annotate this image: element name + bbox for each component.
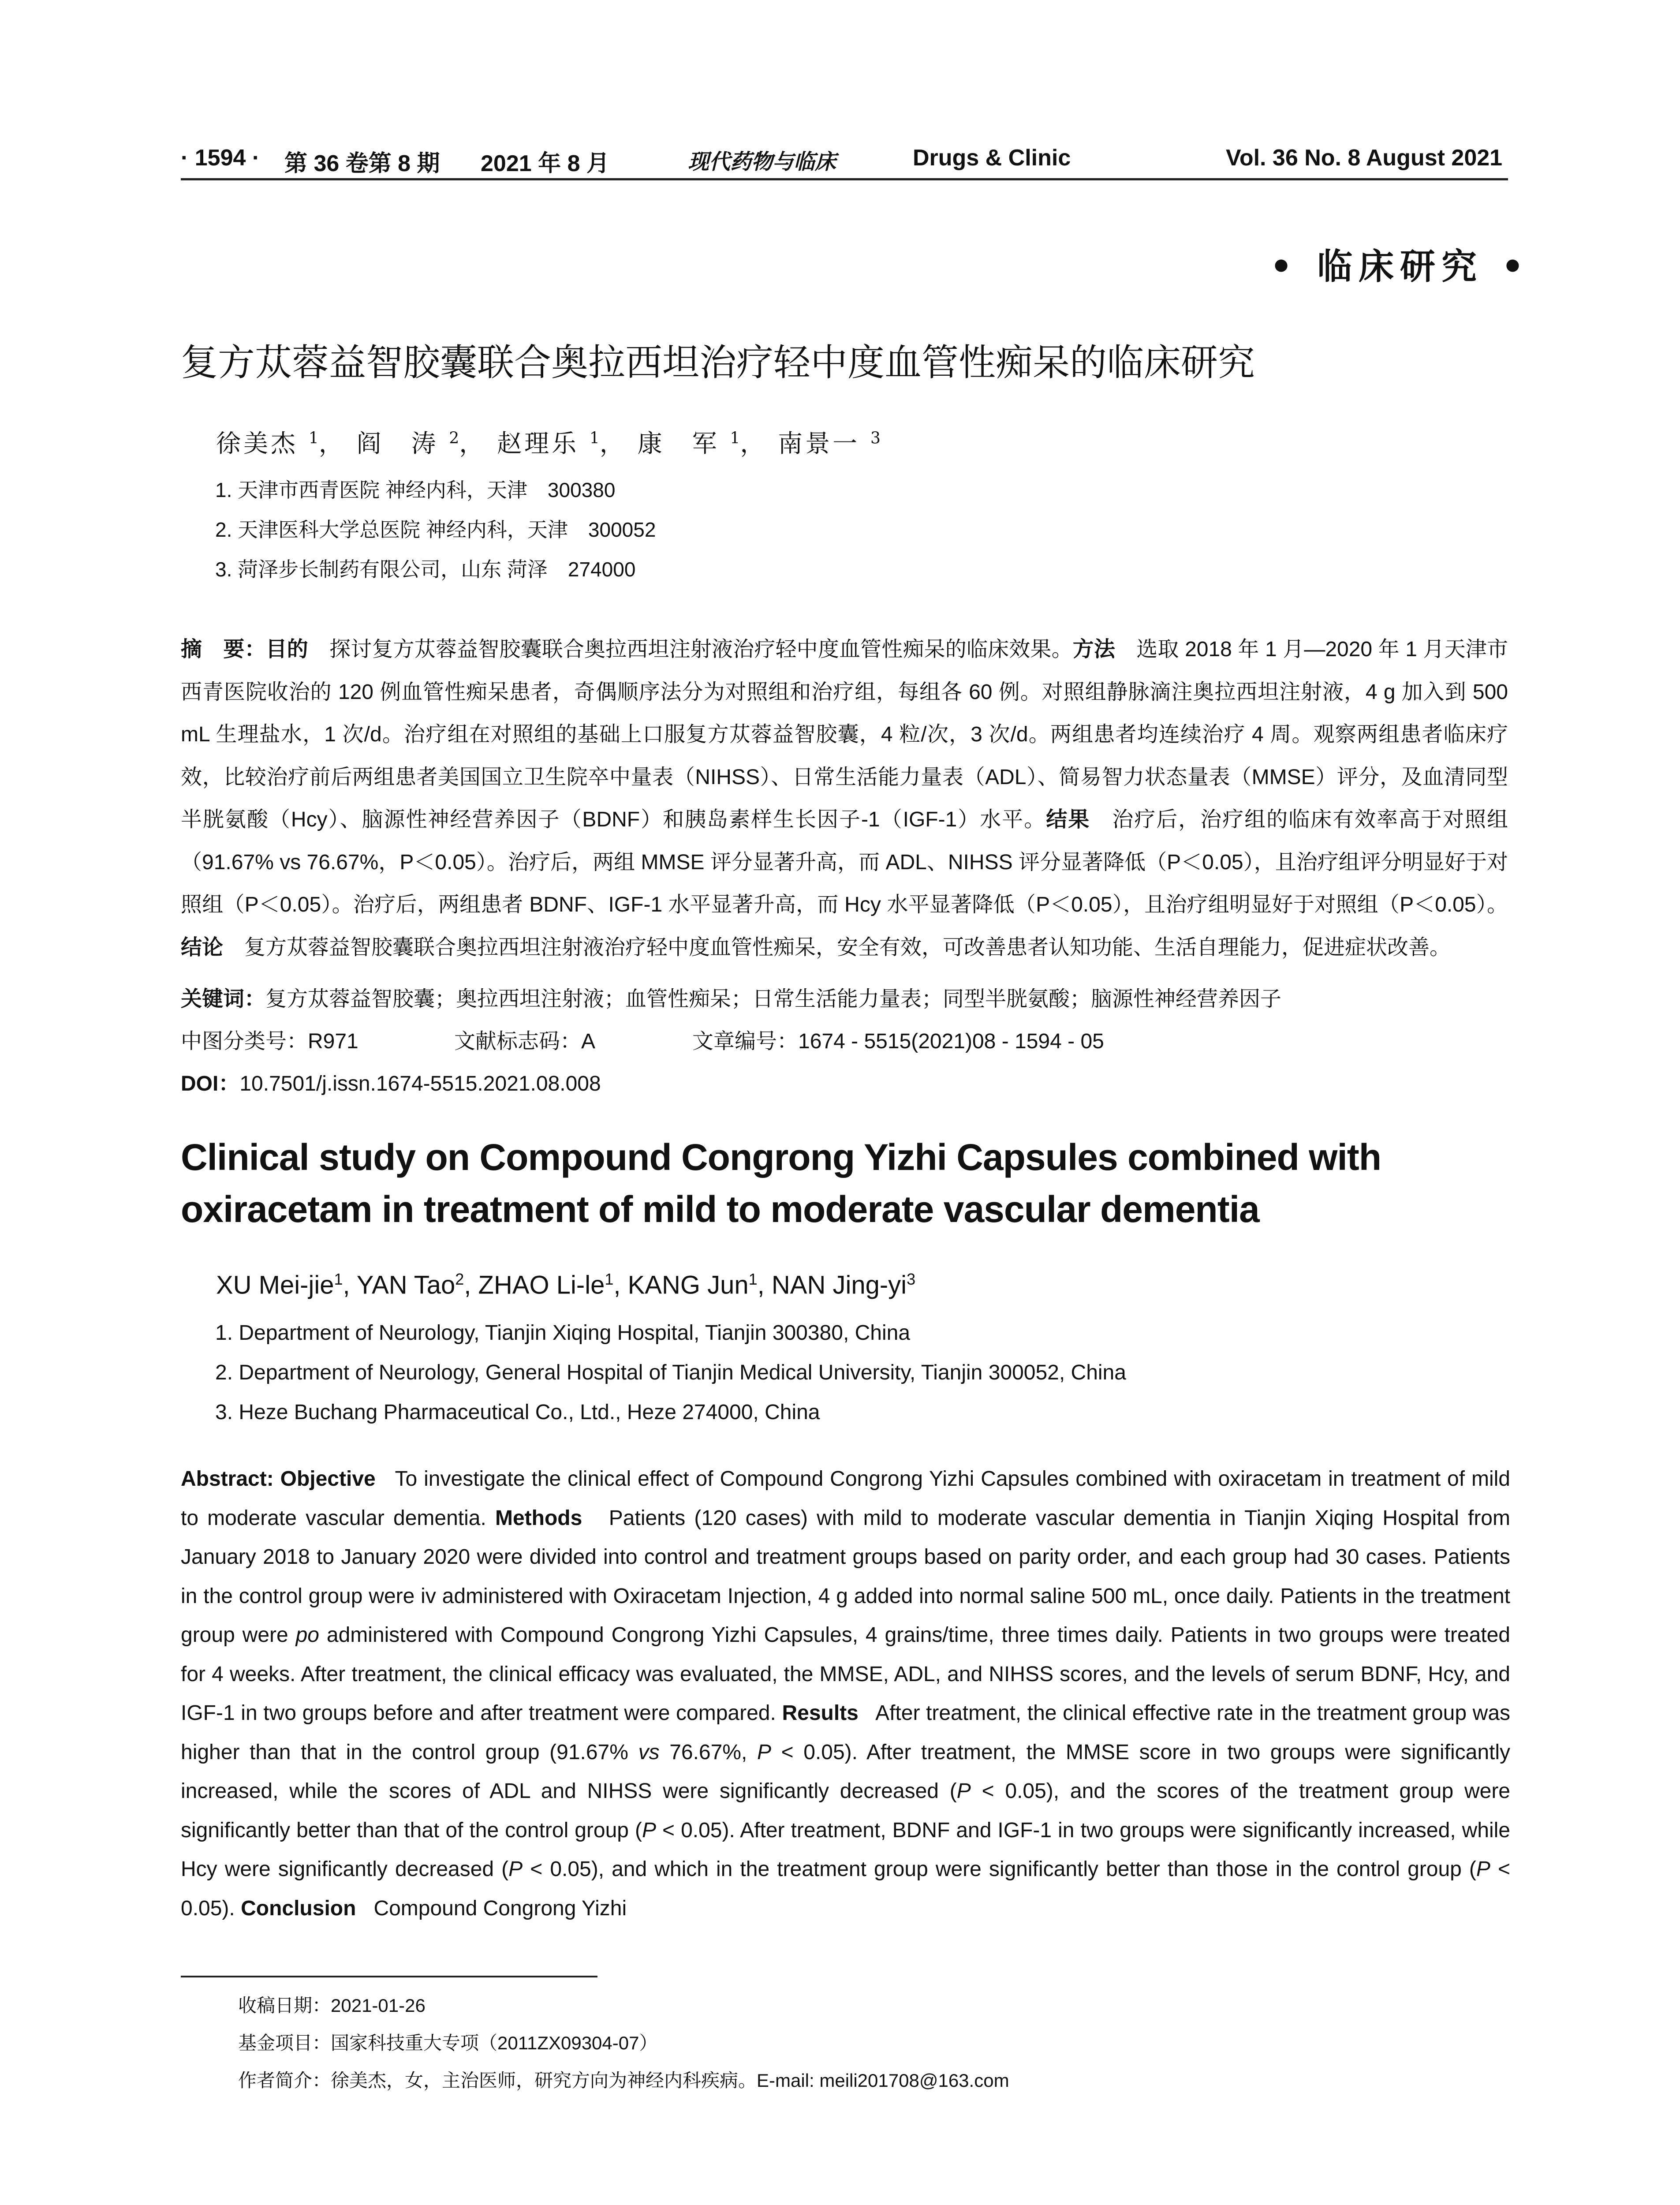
author-name: NAN Jing-yi xyxy=(771,1271,907,1300)
methods-label: Methods xyxy=(495,1506,582,1530)
page-number: · 1594 · xyxy=(181,145,260,171)
footnote-divider xyxy=(181,1976,597,1977)
article-number: 文章编号：1674 - 5515(2021)08 - 1594 - 05 xyxy=(692,1030,1104,1053)
results-text: After treatment, the clinical effective rate in the treatment group was higher than that in the control group (91.67% xyxy=(181,1701,1511,1764)
keywords-label: 关键词： xyxy=(181,987,266,1011)
author-name: 南景一 xyxy=(778,430,860,458)
objective-text: 探讨复方苁蓉益智胶囊联合奥拉西坦注射液治疗轻中度血管性痴呆的临床效果。 xyxy=(329,638,1073,661)
affiliation-cn: 1. 天津市西青医院 神经内科，天津 300380 xyxy=(215,478,616,501)
abstract-en: Abstract: Objective To investigate the clinical effect of Compound Congrong Yizhi Capsules combined with oxiracetam in treatment of mild to moderate vascular dementia. Methods Patients (120 cases) with mild to moderate vascular dementia in Tianjin Xiqing Hospital from January 2018 to January 2020 were divided into control and treatment groups based on parity order, and each group had 30 cases. Patients in the control group were iv administered with Oxiracetam Injection, 4 g added into normal saline 500 mL, once daily. Patients in the treatment group were po administered with Compound Congrong Yizhi Capsules, 4 grains/time, three times daily. Patients in two groups were treated for 4 weeks. After treatment, the clinical efficacy was evaluated, the MMSE, ADL, and NIHSS scores, and the levels of serum BDNF, Hcy, and IGF-1 in two groups before and after treatment were compared. Results After treatment, the clinical effective rate in the treatment group was higher than that in the control group (91.67% vs 76.67%, P < 0.05). After treatment, the MMSE score in two groups were significantly increased, while the scores of ADL and NIHSS were significantly decreased (P < 0.05), and the scores of the treatment group were significantly better than that of the control group (P < 0.05). After treatment, BDNF and IGF-1 in two groups were significantly increased, while Hcy were significantly decreased (P < 0.05), and which in the treatment group were significantly better than those in the control group (P < 0.05). Conclusion Compound Congrong Yizhi xyxy=(181,1467,1511,1920)
methods-label: 方法 xyxy=(1072,638,1116,661)
affiliation-en: 3. Heze Buchang Pharmaceutical Co., Ltd., Heze 274000, China xyxy=(215,1401,820,1424)
conclusion-text: 复方苁蓉益智胶囊联合奥拉西坦注射液治疗轻中度血管性痴呆，安全有效，可改善患者认知功能、生活自理能力，促进症状改善。 xyxy=(244,935,1451,959)
section-label: • 临床研究 • xyxy=(1270,246,1530,287)
objective-label: Objective xyxy=(280,1467,376,1491)
article-title-en: Clinical study on Compound Congrong Yizhi Capsules combined with oxiracetam in treatment of mild to moderate vascular dementia xyxy=(181,1136,1381,1230)
footnote-received: 收稿日期：2021-01-26 xyxy=(238,1995,426,2016)
results-label: 结果 xyxy=(1046,808,1090,831)
results-label: Results xyxy=(782,1701,859,1725)
author-name: YAN Tao xyxy=(356,1271,455,1300)
document-code: 文献标志码：A xyxy=(454,1030,596,1053)
affiliation-cn: 2. 天津医科大学总医院 神经内科，天津 300052 xyxy=(215,518,656,541)
methods-text: Patients (120 cases) with mild to moderate vascular dementia in Tianjin Xiqing Hospital from January 2018 to January 2020 were divided into control and treatment groups based on parity order, and each group had 30 cases. Patients in the control group were iv administered with Oxiracetam Injection, 4 g added into normal saline 500 mL, once daily. Patients in the treatment group were xyxy=(181,1506,1510,1647)
keywords-cn xyxy=(181,982,1281,1012)
authors-en: XU Mei-jie$^1$, YAN Tao$^2$, ZHAO $Li-le^1$, KANG Jun$^1$, NAN Jing-$yi^3$ xyxy=(216,1270,916,1300)
journal-name-cn: 现代药物与临床 xyxy=(688,149,836,174)
journal-name-en: Drugs & Clinic xyxy=(913,145,1071,171)
footnote-fund: 基金项目：国家科技重大专项（2011ZX09304-07） xyxy=(238,2033,658,2053)
keywords-text: 复方苁蓉益智胶囊；奥拉西坦注射液；血管性痴呆；日常生活能力量表；同型半胱氨酸；脑源性神经营养因子 xyxy=(265,987,1282,1011)
author-name: KANG Jun xyxy=(627,1271,749,1300)
author-name: 阎 涛 xyxy=(356,430,439,458)
objective-text: To investigate the clinical effect of Compound Congrong Yizhi Capsules combined with oxiracetam in treatment of mild to moderate vascular dementia. xyxy=(181,1467,1510,1530)
abstract-label: Abstract: xyxy=(181,1467,274,1491)
authors-cn: 徐美杰 $^1$， 阎 涛 $^2$， 赵理乐 $^1$， 康 军 $^1$， 南景一 $^3$ xyxy=(216,429,881,458)
footnote-author: 作者简介：徐美杰，女，主治医师，研究方向为神经内科疾病。E-mail: meili201708@163.com xyxy=(238,2070,1009,2091)
running-header xyxy=(181,141,1508,180)
author-name: 康 军 xyxy=(637,430,720,458)
abstract-cn xyxy=(181,628,1508,969)
doi-line xyxy=(181,1066,601,1097)
author-name: 徐美杰 xyxy=(216,430,298,458)
doi-value: 10.7501/j.issn.1674-5515.2021.08.008 xyxy=(239,1072,601,1095)
affiliation-en: 2. Department of Neurology, General Hospital of Tianjin Medical University, Tianjin 300052, China xyxy=(215,1361,1126,1384)
classification-line xyxy=(181,1024,1104,1054)
objective-label: 目的 xyxy=(265,638,308,661)
clc-number: 中图分类号：R971 xyxy=(181,1030,358,1053)
doi-label: DOI： xyxy=(181,1072,240,1095)
volume-issue-en: Vol. 36 No. 8 August 2021 xyxy=(1226,145,1503,171)
abstract-label: 摘 要： xyxy=(181,638,266,661)
author-name: 赵理乐 xyxy=(497,430,579,458)
methods-text: 选取 2018 年 1 月—2020 年 1 月天津市西青医院收治的 120 例血管性痴呆患者，奇偶顺序法分为对照组和治疗组，每组各 60 例。对照组静脉滴注奥拉西坦注射液，4 g 加入到 500 mL 生理盐水，1 次/d。治疗组在对照组的基础上口服复方苁蓉益智胶囊，4 粒/次，3 次/d。两组患者均连续治疗 4 周。观察两组患者临床疗效，比较治疗前后两组患者美国国立卫生院卒中量表（NIHSS）、日常生活能力量表（ADL）、简易智力状态量表（MMSE）评分，及血清同型半胱氨酸（Hcy）、脑源性神经营养因子（BDNF）和胰岛素样生长因子-1（IGF-1）水平。 xyxy=(181,638,1508,831)
author-name: XU Mei-jie xyxy=(216,1271,334,1300)
author-name: ZHAO Li-le xyxy=(478,1271,605,1300)
date-cn: 2021 年 8 月 xyxy=(481,151,609,176)
affiliation-en: 1. Department of Neurology, Tianjin Xiqing Hospital, Tianjin 300380, China xyxy=(215,1321,911,1345)
conclusion-label: 结论 xyxy=(181,935,224,959)
conclusion-label: Conclusion xyxy=(241,1896,356,1920)
article-title-cn: 复方苁蓉益智胶囊联合奥拉西坦治疗轻中度血管性痴呆的临床研究 xyxy=(181,342,1255,383)
volume-issue-cn: 第 36 卷第 8 期 xyxy=(284,151,440,176)
results-text: 治疗后，治疗组的临床有效率高于对照组（91.67% vs 76.67%，P＜0.05）。治疗后，两组 MMSE 评分显著升高，而 ADL、NIHSS 评分显著降低（P＜0.05），且治疗组评分明显好于对照组（P＜0.05）。治疗后，两组患者 BDNF、IGF-1 水平显著升高，而 Hcy 水平显著降低（P＜0.05），且治疗组明显好于对照组（P＜0.05）。 xyxy=(181,808,1508,916)
conclusion-text: Compound Congrong Yizhi xyxy=(373,1896,627,1920)
affiliation-cn: 3. 菏泽步长制药有限公司，山东 菏泽 274000 xyxy=(215,558,636,581)
